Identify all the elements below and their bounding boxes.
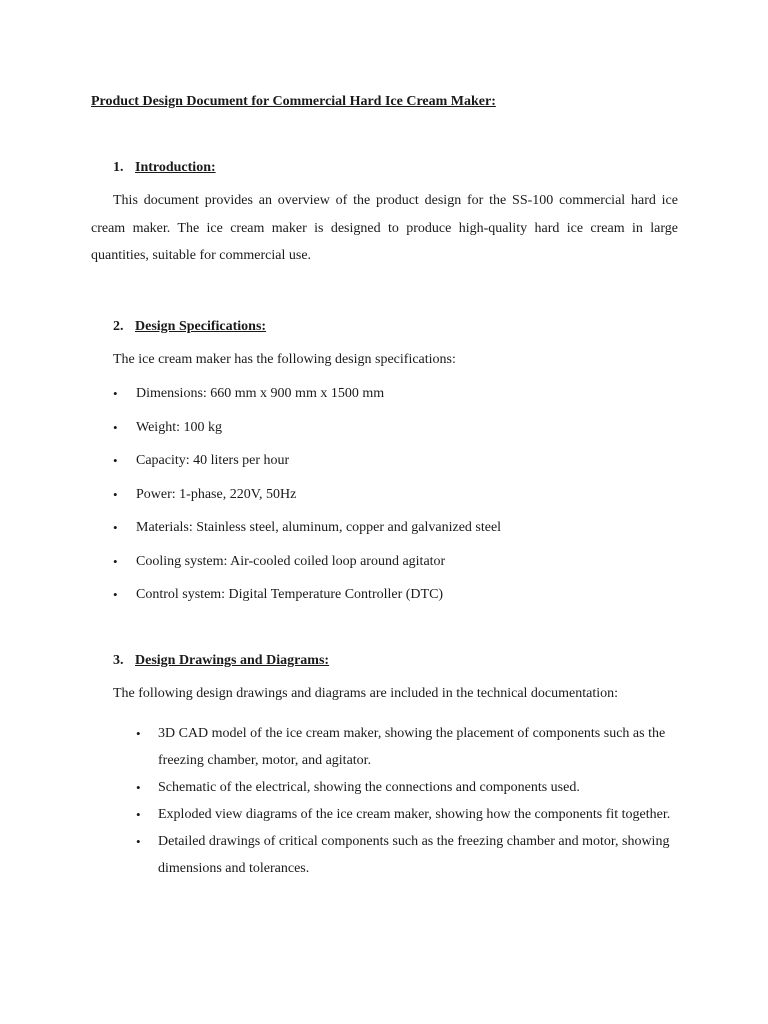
bullet-icon: • xyxy=(113,520,118,535)
section-heading-text: Introduction: xyxy=(135,160,216,175)
list-item xyxy=(113,486,501,520)
bullet-icon: • xyxy=(136,726,141,741)
drawing-item-text: Exploded view diagrams of the ice cream maker, showing how the components fit together. xyxy=(158,807,671,822)
section-heading-design-specifications xyxy=(113,319,266,335)
spec-item-text: Dimensions: 660 mm x 900 mm x 1500 mm xyxy=(136,386,385,401)
introduction-paragraph: This document provides an overview of the product design for the SS-100 commercial hard ice cream maker. The ice cream maker is designed to produce high-quality hard ice cream in large quantities, suitable for commercial use. xyxy=(91,193,678,263)
list-item xyxy=(113,586,501,620)
section-heading-design-drawings xyxy=(113,653,329,669)
bullet-icon: • xyxy=(113,419,118,435)
drawing-item-text: Detailed drawings of critical components such as the freezing chamber and motor, showing dimensions and tolerances. xyxy=(158,834,670,876)
drawings-list xyxy=(136,720,676,882)
list-item xyxy=(113,452,501,486)
spec-item-text: Materials: Stainless steel, aluminum, copper and galvanized steel xyxy=(136,520,502,535)
drawings-lead: The following design drawings and diagrams are included in the technical documentation: xyxy=(113,686,619,701)
bullet-icon: • xyxy=(113,486,118,502)
section-number: 3. xyxy=(113,653,124,668)
spec-item-text: Weight: 100 kg xyxy=(136,419,222,435)
spec-item-text: Capacity: 40 liters per hour xyxy=(136,453,290,468)
bullet-icon: • xyxy=(113,587,118,602)
drawing-item-text: Schematic of the electrical, showing the connections and components used. xyxy=(158,780,580,795)
bullet-icon: • xyxy=(136,834,141,849)
bullet-icon: • xyxy=(113,453,118,468)
list-item xyxy=(136,801,676,828)
spec-item-text: Cooling system: Air-cooled coiled loop around agitator xyxy=(136,553,446,569)
bullet-icon: • xyxy=(113,386,118,401)
spec-item-text: Control system: Digital Temperature Controller (DTC) xyxy=(136,587,444,602)
document-title: Product Design Document for Commercial Hard Ice Cream Maker: xyxy=(91,94,496,109)
bullet-icon: • xyxy=(113,553,118,569)
bullet-icon: • xyxy=(136,780,141,795)
section-heading-text: Design Specifications: xyxy=(135,319,267,334)
specifications-lead: The ice cream maker has the following design specifications: xyxy=(113,352,456,367)
list-item xyxy=(113,385,501,419)
list-item xyxy=(136,828,676,882)
list-item xyxy=(113,519,501,553)
list-item xyxy=(136,720,676,774)
drawing-item-text: 3D CAD model of the ice cream maker, showing the placement of components such as the freezing chamber, motor, and agitator. xyxy=(158,726,666,768)
section-heading-text: Design Drawings and Diagrams: xyxy=(135,653,330,668)
section-number: 1. xyxy=(113,160,124,175)
specifications-list xyxy=(113,385,501,620)
section-number: 2. xyxy=(113,319,124,334)
section-heading-introduction xyxy=(113,160,216,176)
bullet-icon: • xyxy=(136,807,141,822)
list-item xyxy=(136,774,676,801)
list-item xyxy=(113,419,501,453)
spec-item-text: Power: 1-phase, 220V, 50Hz xyxy=(136,486,297,502)
list-item xyxy=(113,553,501,587)
